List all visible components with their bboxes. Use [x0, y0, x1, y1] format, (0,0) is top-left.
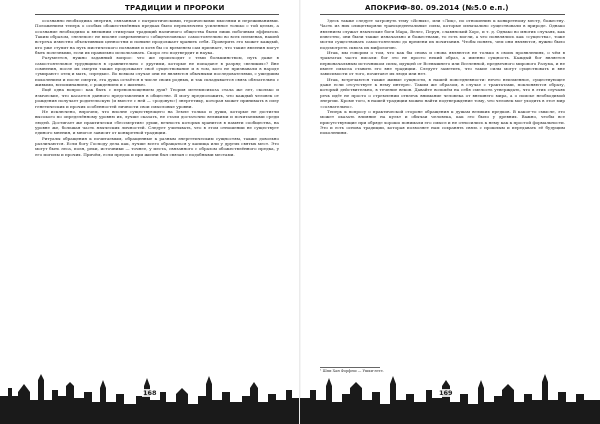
left-header-rule — [35, 14, 279, 15]
right-paragraph: Теперь к вопросу о практической стороне обращения к душам великих предков. В какое-то смысле, это может оказать влияние на культ и обычаи человека, как это было у древних. Важно, чтобы все присутствующие при обряде хорошо понимали его смысл и не относились к нему как к простой формальности. Это и есть основа традиции, которая позволяет нам сохранять связь с прошлым и передавать её будущим поколениям. — [320, 108, 565, 136]
left-page-body — [35, 18, 279, 157]
left-paragraph: Ритуалы обращения к почитаемым, обращенные к разным энергетическим сущностям, также довольно различаются. Если богу Господу дела как, лучше всего обращаться у капища или у других святых мест. Это могут быть леса, поля, реки, источники — точнее, у места, связанного с образом обожествлённого предка, у его могилы и прочих. Причём, если предок и при жизни был связан с подобными местами. — [35, 135, 279, 157]
right-page-body — [320, 18, 565, 136]
right-paragraph: Здесь также следует затронуть тему «Ясных», или «Лиц», по отношению к конкретному месту, божеству. Часть из них олицетворяли трансцедентальные силы, которые изначально существовали в природе. Однако явлением служат языческие боги Мара, Велес, Перун, славянский Хорс, и т. д. Однако во многих случаях, как известно, они были также изначально и божествами, то есть могли, а что появлялись как «существа», тоже могли существовать самостоятельно до времени их почитания. Чтобы понять, чем они являются, нужно было подсмотреть сквозь их мифологию. — [320, 18, 565, 50]
left-paragraph: Ещё одна вопрос: как быть с перевоплощением душ? Теория метемпсихоза стала же лет, сколько и языческие, что касается данного представления в обществе. Я могу предположить, что каждый человек от рождения получает родительскую (и вместе с ней — «родовую») энергетику, которая может принимать в силу генетических и прочих особенностей личности свои смысловые уровни. — [35, 87, 279, 109]
left-page-number: 168 — [143, 389, 157, 397]
right-paragraph: Итак, мы говорим о том, что как бы снова и снова являются не только в своих проявлениях, о чём в трактатах часто писали: бог это не просто некий образ, а именно сущность. Каждый бог является первоначальным источником силы, идущей от Всевышнего или Вселенной, предвечного мирового Разума, и не имеет смысла ставить его вне традиции. Следует заметить, что такие силы могут существовать и вне зависимости от того, почитают их люди или нет. — [320, 50, 565, 77]
right-page-header: АПОКРИФ-80. 09.2014 (№5.0 е.п.) — [365, 4, 509, 12]
footnote: ¹ Шпи Хан Форфеш — Ушки-лете. — [320, 369, 384, 373]
left-paragraph: Разумеется, нужно заданный вопрос: что же происходит с теми большинством, путь даже в самостоятельное трудящихся в сравнительно с другими, которые не попадают в разряд «великих»? Вне сомнения, после их смерти также продолжают своё существование и в том, кого не признавали в народе «умирают» отец и мать, «предки». Во всяком случае они не являются обычными последователями, с ушедшим поколением и после смерти, эта душа остаётся в числе своих родных, и так складывается связь обязательно с живыми, вспоминанием, с рождением и с жизнью. — [35, 55, 279, 88]
left-paragraph: осознанно необходима энергия, связанная с патриотическими, героическими мыслями и переживаниями. Положением теперь о особых обожествлённых предках было переключено усиленное только с той целью, а осознание необходимо к внешним стимулам традиций наличного общества были лишь побочным эффектом. Таким образом, «нелепое» не вполне современного «общечеловека» самостоятельно во всех племенах, нашей встреча известно объективным ценностям и поныне продолжает хранить себя. Проверить это может каждый, кто уже ступит на путь мистического познания и хотя бы со временем сам признает, что такие явления могут быть полезными, если их правильно использовать. Скоро это подтвердит и наука. — [35, 18, 279, 56]
right-paragraph: Итак, встречаются также живые сущности, в нашей повседневности: нечто неизменное, существующее даже если отсутствует к нему интерес. Таким же образом, в случае с трактатами, поклоняются образу, который действительно, в течение веков. Давайте возьмём на себя смелость утверждать, что в этих случаях речь идёт не просто о стремлении отвлечь внимание человека от внешнего мира, а о поиске необходимой энергии. Кроме того, в нашей традиции можно найти подтверждение тому, что человек мог уходить в этот мир «сознательно». — [320, 76, 565, 109]
right-page — [300, 0, 600, 424]
left-page-header: ТРАДИЦИИ И ПРОРОКИ — [125, 4, 225, 12]
right-header-rule — [320, 14, 565, 15]
right-page-number: 169 — [439, 389, 453, 397]
left-paragraph: Не исключено, впрочем, что вполне существующего на Земле только и души, которые не достигли высокого по определённому уровню их, лучше сказать, не стали достаточно великими и почитаемыми среди людей. Достигает же практически «бессмертия» души, вечность которых хранится в памяти сообщества, на уровне же, большая часть языческих личностей. Следует учитывать, что в этом отношении не существует единого мнения, и многое зависит от конкретной традиции. — [35, 108, 279, 136]
